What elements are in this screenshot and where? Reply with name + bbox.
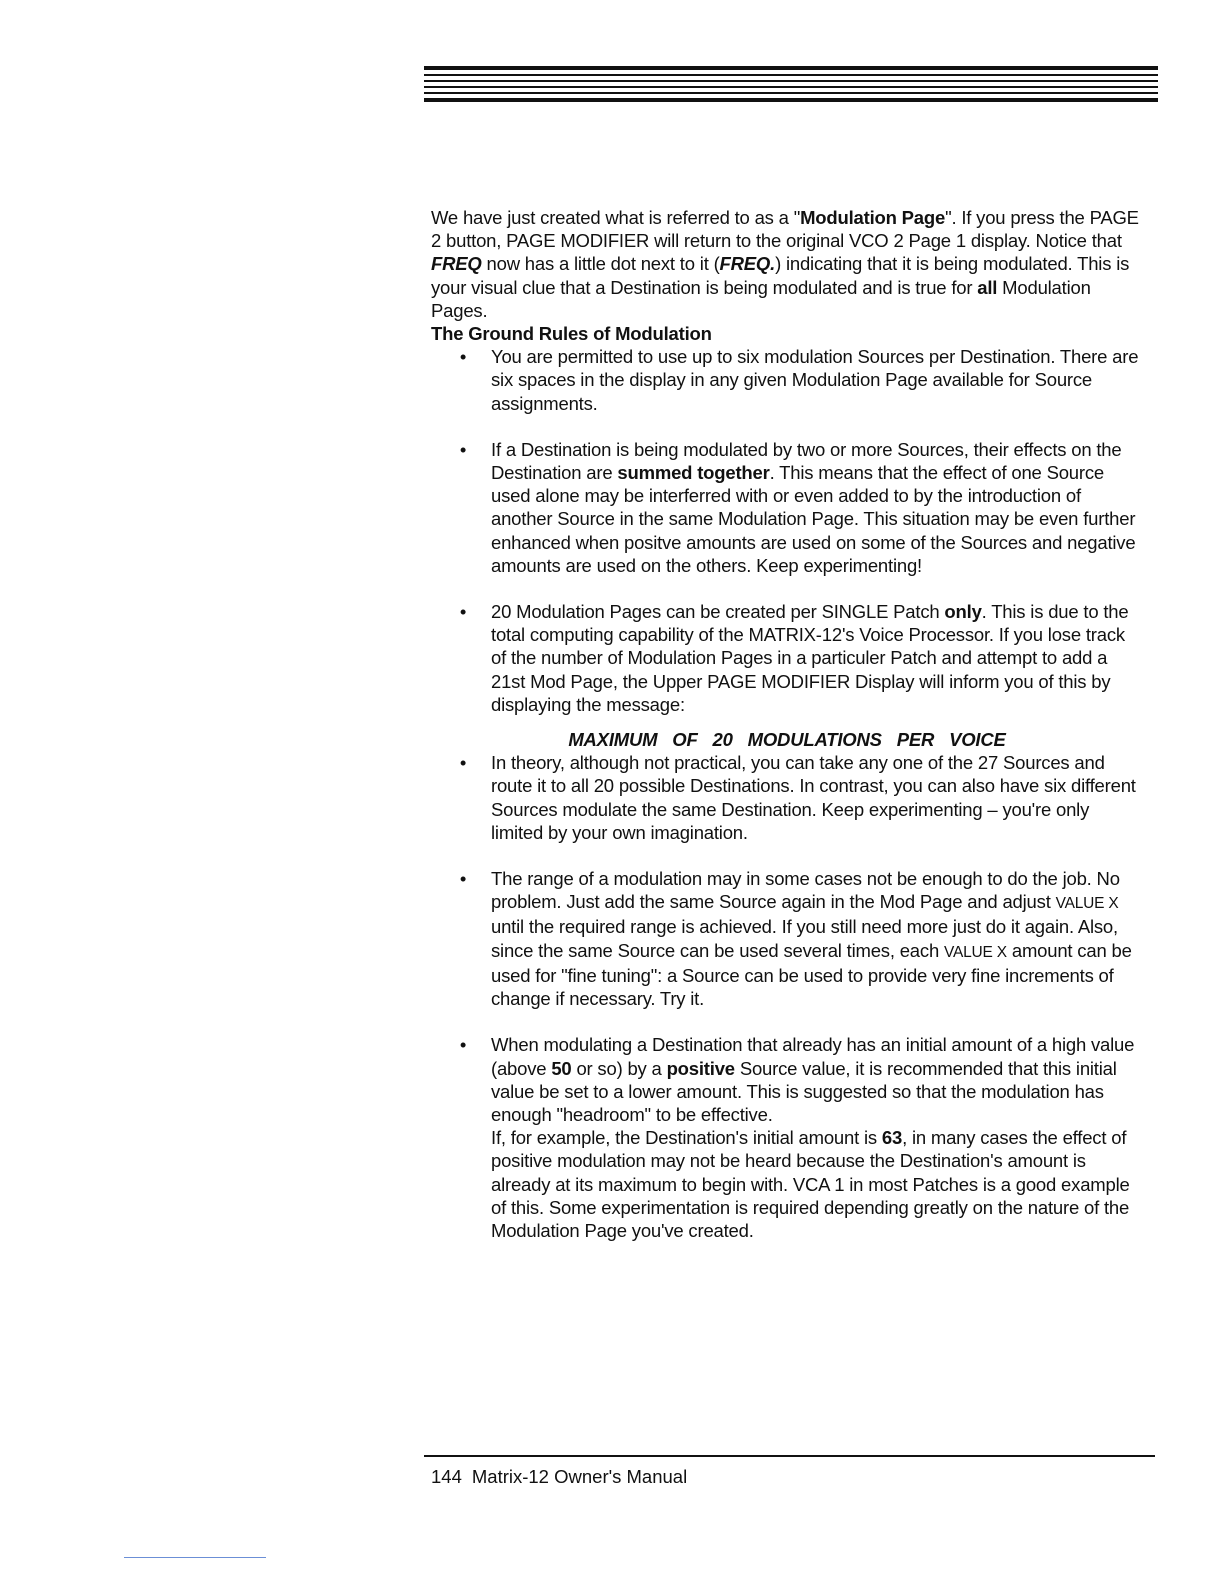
bullet-icon: • [459, 1034, 467, 1056]
header-rule-line [424, 74, 1158, 76]
sixty-three-value: 63 [881, 1127, 903, 1149]
rule-item: • In theory, although not practical, you can take any one of the 27 Sources and route it to all 20 possible Destinations. In contrast, you can also have six different Sources modulate the same Destination. Keep experimenting – you're only limited by your own imagination. [459, 752, 1136, 843]
page-number: 144 [431, 1466, 462, 1487]
header-rule-line [424, 92, 1158, 94]
fifty-value: 50 [551, 1057, 572, 1079]
warning-message: MAXIMUM OF 20 MODULATIONS PER VOICE [568, 729, 1006, 751]
value-x-term: VALUE X [1055, 895, 1119, 913]
warning-item [431, 728, 1143, 751]
section-heading: The Ground Rules of Modulation [431, 323, 712, 345]
header-rule-line [424, 66, 1158, 70]
rule-item: • If a Destination is being modulated by two or more Sources, their effects on the Destination are summed together. This means that the effect of one Source used alone may be interferred with or even added to by the introduction of another Source in the same Modulation Page. This situation may be even further enhanced when positve amounts are used on some of the Sources and negative amounts are used on the others. Keep experimenting! [459, 438, 1136, 576]
bullet-icon: • [459, 868, 467, 890]
manual-title: Matrix-12 Owner's Manual [471, 1466, 688, 1487]
modulation-page-term: Modulation Page [800, 207, 946, 228]
freq-dot-term: FREQ. [719, 253, 776, 275]
header-rule [424, 66, 1158, 102]
rule-item: • The range of a modulation may in some cases not be enough to do the job. No problem. Just add the same Source again in the Mod Page and adjust VALUE X until the required range is achieved. If you still need more just do it again. Also, since the same Source can be used several times, each VALUE X amount can be used for "fine tuning": a Source can be used to provide very fine increments of change if necessary. Try it. [459, 868, 1132, 1010]
rule-item: • You are permitted to use up to six modulation Sources per Destination. There are six spaces in the display in any given Modulation Page available for Source assignments. [459, 346, 1139, 414]
only-emphasis: only [944, 601, 982, 623]
positive-emphasis: positive [666, 1057, 735, 1079]
bullet-icon: • [459, 752, 467, 774]
bullet-icon: • [459, 601, 467, 623]
footer-rule [424, 1455, 1155, 1457]
bullet-icon: • [459, 438, 467, 460]
freq-term: FREQ [431, 253, 482, 275]
all-emphasis: all [977, 276, 998, 298]
header-rule-line [424, 86, 1158, 88]
rule-followup-paragraph: If, for example, the Destination's initial amount is 63, in many cases the effect of positive modulation may not be heard because the Destination's amount is already at its maximum to begin with. VCA 1 in most Patches is a good example of this. Some experimentation is required depending greatly on the nature of the Modulation Page you've created. [491, 1127, 1130, 1241]
bullet-icon: • [459, 346, 467, 368]
rule-item: • When modulating a Destination that already has an initial amount of a high value (above 50 or so) by a positive Source value, it is recommended that this initial value be set to a lower amount. This is suggested so that the modulation has enough "headroom" to be effective. If, for example, the Destination's initial amount is 63, in many cases the effect of positive modulation may not be heard because the Destination's amount is already at its maximum to begin with. VCA 1 in most Patches is a good example of this. Some experimentation is required depending greatly on the nature of the Modulation Page you've created. [431, 1033, 1143, 1242]
header-rule-line [424, 80, 1158, 82]
value-x-term: VALUE X [943, 943, 1007, 961]
rules-list [431, 345, 1143, 1242]
page-content [431, 206, 1143, 1265]
page-footer [431, 1466, 687, 1488]
rule-item: • 20 Modulation Pages can be created per SINGLE Patch only. This is due to the total computing capability of the MATRIX-12's Voice Processor. If you lose track of the number of Modulation Pages in a particuler Patch and attempt to add a 21st Mod Page, the Upper PAGE MODIFIER Display will inform you of this by displaying the message: [459, 601, 1129, 715]
header-rule-line [424, 98, 1158, 102]
intro-paragraph: We have just created what is referred to as a "Modulation Page". If you press the PAGE 2 button, PAGE MODIFIER will return to the original VCO 2 Page 1 display. Notice that FREQ now has a little dot next to it (FREQ.) indicating that it is being modulated. This is your visual clue that a Destination is being modulated and is true for all Modulation Pages. [431, 207, 1139, 321]
scan-artifact-line [124, 1557, 266, 1558]
summed-together-emphasis: summed together [617, 462, 770, 484]
